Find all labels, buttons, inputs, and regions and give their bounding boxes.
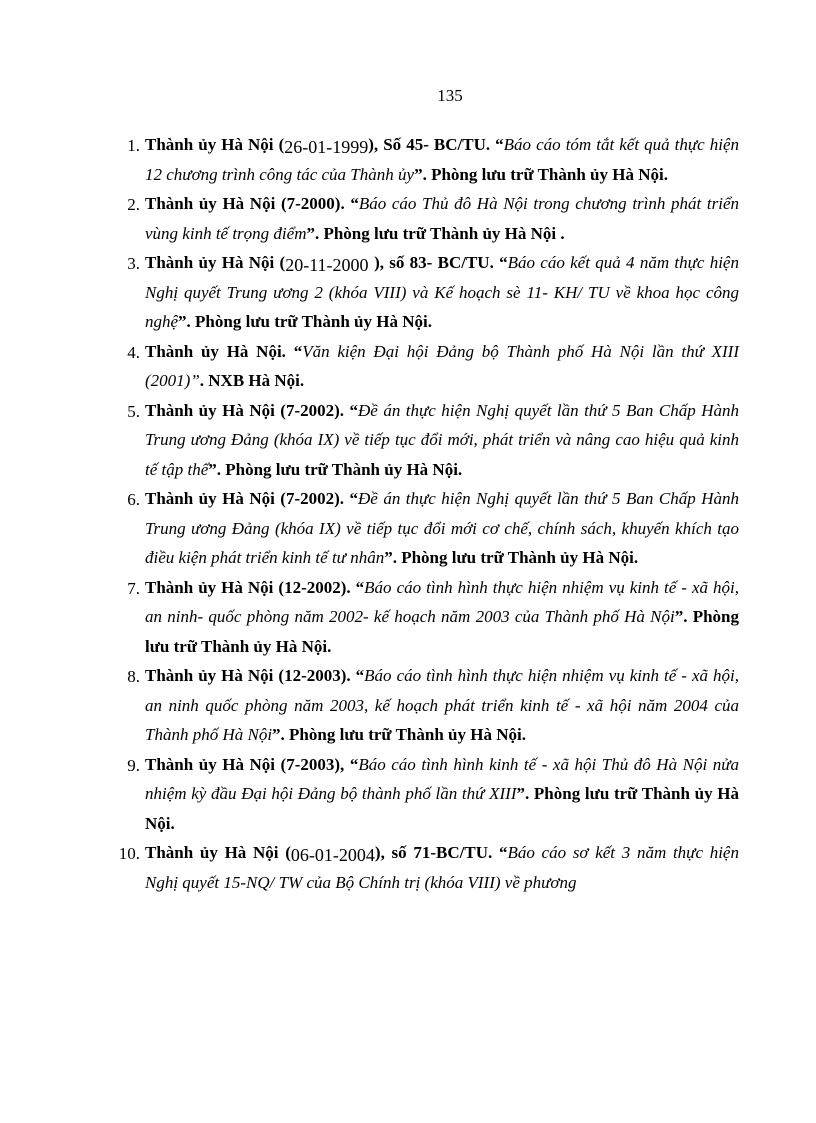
reference-title: Báo cáo kết quả 4 năm thực hiện Nghị quyết Trung ương 2 (khóa VIII) và Kế hoạch sè 11- KH/ TU về khoa học công nghệ xyxy=(145,253,739,331)
reference-item xyxy=(0,337,816,396)
reference-item xyxy=(0,396,816,485)
reference-date: 06-01-2004 xyxy=(290,845,375,865)
reference-item xyxy=(0,484,816,573)
reference-text: Thành ủy Hà Nội (06-01-2004), số 71-BC/TU. “Báo cáo sơ kết 3 năm thực hiện Nghị quyết 15-NQ/ TW của Bộ Chính trị (khóa VIII) về phương xyxy=(145,843,739,892)
reference-item xyxy=(0,130,816,189)
reference-item xyxy=(0,189,816,248)
reference-number: 8. xyxy=(127,667,140,686)
reference-title: Đề án thực hiện Nghị quyết lần thứ 5 Ban Chấp Hành Trung ương Đảng (khóa IX) về tiếp tục đổi mới cơ chế, chính sách, khuyến khích tạo điều kiện phát triển kinh tế tư nhân xyxy=(145,489,739,567)
reference-item xyxy=(0,248,816,337)
reference-title: Đề án thực hiện Nghị quyết lần thứ 5 Ban Chấp Hành Trung ương Đảng (khóa IX) về tiếp tục đổi mới, phát triển và nâng cao hiệu quả kinh tế tập thể xyxy=(145,400,739,479)
reference-date: 26-01-1999 xyxy=(284,137,369,157)
reference-title: Báo cáo sơ kết 3 năm thực hiện Nghị quyết 15-NQ/ TW của Bộ Chính trị (khóa VIII) về phương xyxy=(145,843,739,892)
reference-number: 1. xyxy=(127,136,140,155)
reference-number: 2. xyxy=(127,195,140,214)
reference-text: Thành ủy Hà Nội (26-01-1999), Số 45- BC/TU. “Báo cáo tóm tắt kết quả thực hiện 12 chương trình công tác của Thành ủy”. Phòng lưu trữ Thành ủy Hà Nội. xyxy=(145,135,740,184)
reference-date: 20-11-2000 xyxy=(285,255,375,275)
reference-text: Thành ủy Hà Nội (7-2002). “Đề án thực hiện Nghị quyết lần thứ 5 Ban Chấp Hành Trung ương Đảng (khóa IX) về tiếp tục đổi mới, phát triển và nâng cao hiệu quả kinh tế tập thể”. Phòng lưu trữ Thành ủy Hà Nội. xyxy=(145,400,739,479)
reference-text: Thành ủy Hà Nội (12-2002). “Báo cáo tình hình thực hiện nhiệm vụ kinh tế - xã hội, an ninh- quốc phòng năm 2002- kế hoạch năm 2003 của Thành phố Hà Nội”. Phòng lưu trữ Thành ủy Hà Nội. xyxy=(145,577,740,656)
reference-item xyxy=(0,661,816,750)
reference-text: Thành ủy Hà Nội (20-11-2000 ), số 83- BC/TU. “Báo cáo kết quả 4 năm thực hiện Nghị quyết Trung ương 2 (khóa VIII) và Kế hoạch sè 11- KH/ TU về khoa học công nghệ”. Phòng lưu trữ Thành ủy Hà Nội. xyxy=(145,253,739,331)
reference-title: Báo cáo tình hình kinh tế - xã hội Thủ đô Hà Nội nửa nhiệm kỳ đầu Đại hội Đảng bộ thành phố lần thứ XIII xyxy=(145,754,739,803)
reference-title: Báo cáo Thủ đô Hà Nội trong chương trình phát triển vùng kinh tế trọng điểm xyxy=(145,194,739,243)
reference-text: Thành ủy Hà Nội (7-2000). “Báo cáo Thủ đô Hà Nội trong chương trình phát triển vùng kinh tế trọng điểm”. Phòng lưu trữ Thành ủy Hà Nội . xyxy=(145,194,739,243)
reference-text: Thành ủy Hà Nội. “Văn kiện Đại hội Đảng bộ Thành phố Hà Nội lần thứ XIII (2001)”. NXB Hà Nội. xyxy=(145,341,739,390)
reference-text: Thành ủy Hà Nội (7-2002). “Đề án thực hiện Nghị quyết lần thứ 5 Ban Chấp Hành Trung ương Đảng (khóa IX) về tiếp tục đổi mới cơ chế, chính sách, khuyến khích tạo điều kiện phát triển kinh tế tư nhân”. Phòng lưu trữ Thành ủy Hà Nội. xyxy=(145,489,739,567)
reference-number: 10. xyxy=(118,844,140,863)
reference-number: 9. xyxy=(127,755,140,775)
reference-title: Báo cáo tình hình thực hiện nhiệm vụ kinh tế - xã hội, an ninh- quốc phòng năm 2002- kế hoạch năm 2003 của Thành phố Hà Nội xyxy=(145,577,739,626)
reference-text: Thành ủy Hà Nội (12-2003). “Báo cáo tình hình thực hiện nhiệm vụ kinh tế - xã hội, an ninh quốc phòng năm 2003, kế hoạch phát triển kinh tế - xã hội năm 2004 của Thành phố Hà Nội”. Phòng lưu trữ Thành ủy Hà Nội. xyxy=(145,666,739,744)
reference-number: 6. xyxy=(127,490,140,509)
reference-item xyxy=(0,750,816,839)
reference-number: 4. xyxy=(127,342,140,362)
reference-text: Thành ủy Hà Nội (7-2003), “Báo cáo tình hình kinh tế - xã hội Thủ đô Hà Nội nửa nhiệm kỳ đầu Đại hội Đảng bộ thành phố lần thứ XIII”. Phòng lưu trữ Thành ủy Hà Nội. xyxy=(145,754,739,833)
page-number: 135 xyxy=(437,86,463,105)
reference-number: 3. xyxy=(127,254,140,273)
reference-item xyxy=(0,838,816,897)
reference-number: 5. xyxy=(127,401,140,421)
reference-title: Văn kiện Đại hội Đảng bộ Thành phố Hà Nội lần thứ XIII (2001)” xyxy=(145,341,739,390)
reference-item xyxy=(0,573,816,662)
reference-title: Báo cáo tóm tắt kết quả thực hiện 12 chương trình công tác của Thành ủy xyxy=(145,135,740,184)
reference-list xyxy=(0,130,816,897)
reference-number: 7. xyxy=(127,578,140,598)
reference-title: Báo cáo tình hình thực hiện nhiệm vụ kinh tế - xã hội, an ninh quốc phòng năm 2003, kế hoạch phát triển kinh tế - xã hội năm 2004 của Thành phố Hà Nội xyxy=(145,666,739,744)
